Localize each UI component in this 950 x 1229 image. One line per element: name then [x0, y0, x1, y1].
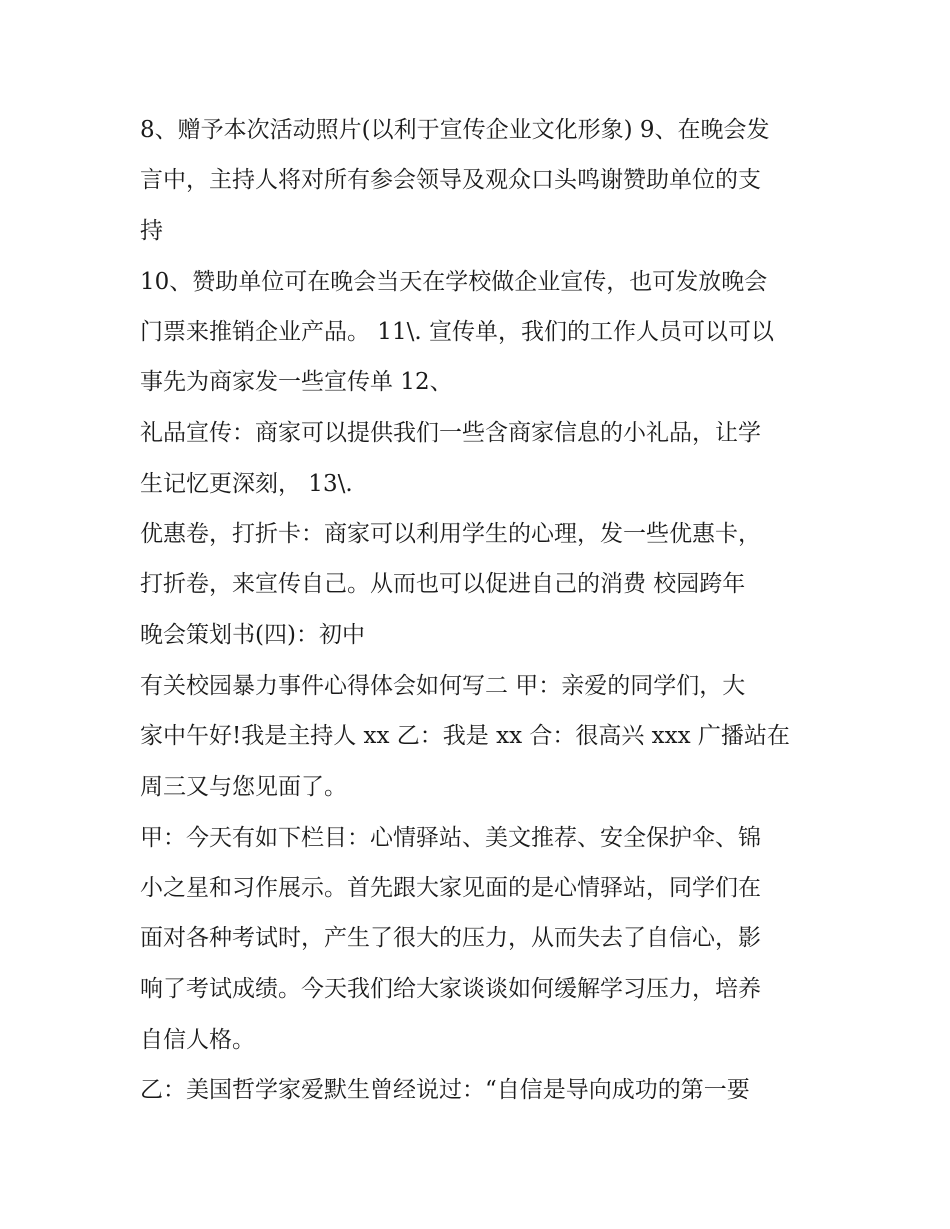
text-line-12: 有关校园暴力事件心得体会如何写二 甲：亲爱的同学们，大: [140, 673, 746, 699]
text-line-2: 言中，主持人将对所有参会领导及观众口头鸣谢赞助单位的支: [140, 167, 761, 193]
text-line-5: 门票来推销企业产品。 11\. 宣传单，我们的工作人员可以可以: [140, 319, 774, 345]
text-line-10: 打折卷，来宣传自己。从而也可以促进自己的消费 校园跨年: [140, 571, 746, 597]
text-line-18: 响了考试成绩。今天我们给大家谈谈如何缓解学习压力，培养: [140, 976, 761, 1002]
text-line-15: 甲：今天有如下栏目：心情驿站、美文推荐、安全保护伞、锦: [140, 825, 761, 851]
text-line-9: 优惠卷，打折卡：商家可以利用学生的心理，发一些优惠卡，: [140, 521, 761, 547]
text-line-14: 周三又与您见面了。: [140, 774, 347, 800]
text-line-19: 自信人格。: [140, 1027, 255, 1053]
text-line-11: 晚会策划书(四)：初中: [140, 622, 365, 648]
text-line-6: 事先为商家发一些宣传单 12、: [140, 369, 453, 395]
text-line-16: 小之星和习作展示。首先跟大家见面的是心情驿站，同学们在: [140, 875, 761, 901]
text-line-17: 面对各种考试时，产生了很大的压力，从而失去了自信心，影: [140, 925, 761, 951]
text-line-8: 生记忆更深刻， 13\.: [140, 471, 353, 497]
text-line-4: 10、赞助单位可在晚会当天在学校做企业宣传，也可发放晚会: [140, 269, 768, 295]
text-line-1: 8、赠予本次活动照片(以利于宣传企业文化形象) 9、在晚会发: [140, 117, 770, 143]
text-line-20: 乙：美国哲学家爱默生曾经说过：“自信是导向成功的第一要: [140, 1077, 750, 1103]
text-line-3: 持: [140, 218, 163, 244]
text-line-13: 家中午好!我是主持人 xx 乙：我是 xx 合：很高兴 xxx 广播站在: [140, 723, 790, 749]
text-line-7: 礼品宣传：商家可以提供我们一些含商家信息的小礼品，让学: [140, 420, 761, 446]
